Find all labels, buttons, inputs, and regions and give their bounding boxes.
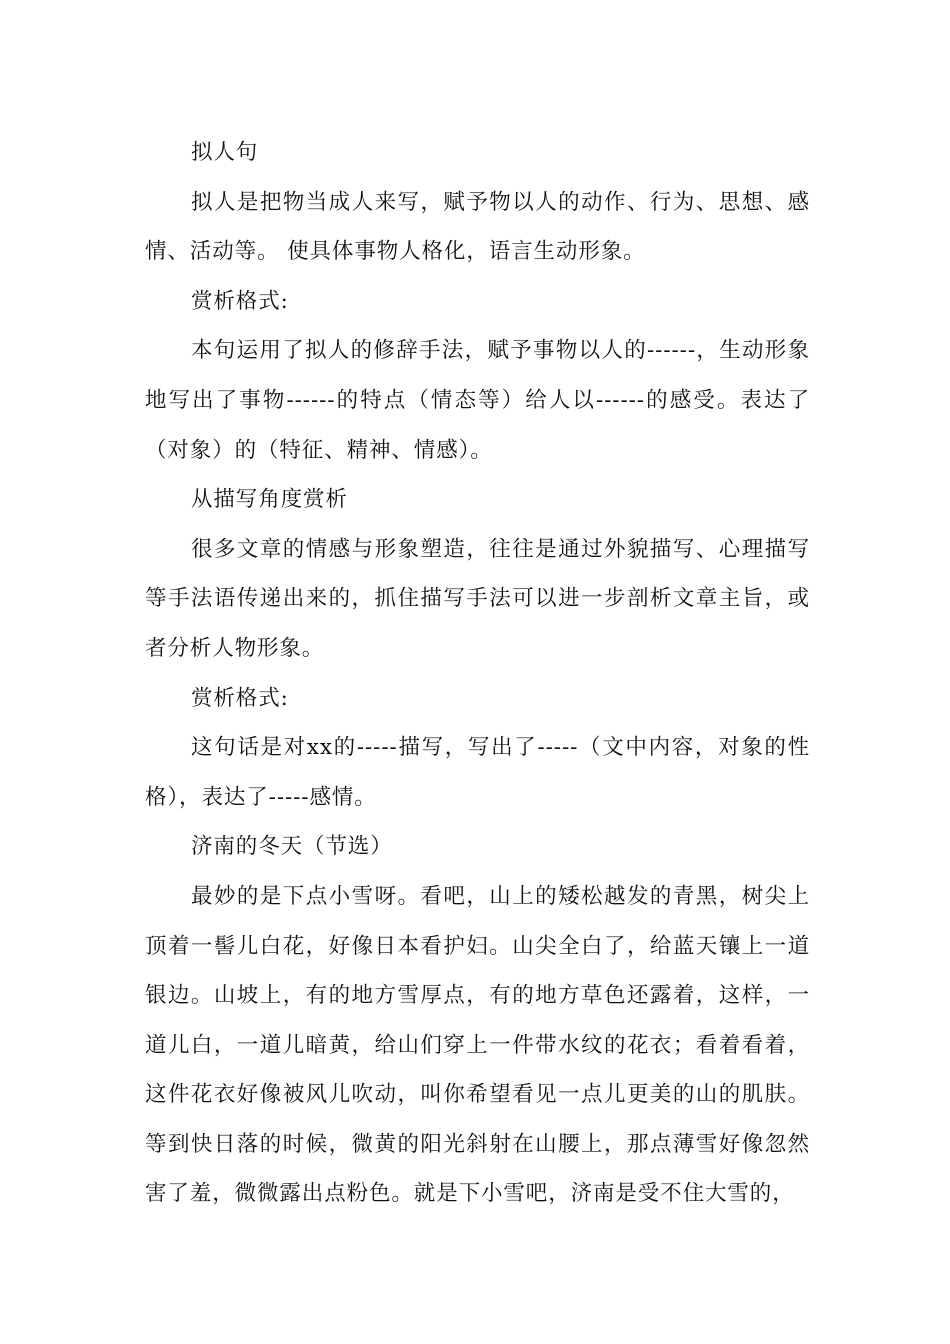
paragraph-description-template: 这句话是对xx的-----描写，写出了-----（文中内容，对象的性格），表达了-----感情。 (145, 735, 810, 810)
paragraph-personification-definition: 拟人是把物当成人来写，赋予物以人的动作、行为、思想、感情、活动等。 使具体事物人格化，语言生动形象。 (145, 189, 810, 265)
section-heading-analysis-format-2: 赏析格式: (191, 685, 289, 711)
paragraph-description-explanation: 很多文章的情感与形象塑造，往往是通过外貌描写、心理描写等手法语传递出来的，抓住描写手法可以进一步剖析文章主旨，或者分析人物形象。 (145, 536, 810, 661)
section-heading-personification: 拟人句 (191, 140, 259, 165)
section-heading-analysis-format: 赏析格式: (191, 288, 289, 314)
paragraph-personification-template: 本句运用了拟人的修辞手法，赋予事物以人的------，生动形象地写出了事物------的特点（情态等）给人以------的感受。表达了（对象）的（特征、精神、情感）。 (145, 338, 810, 463)
paragraph-jinan-winter-excerpt: 最妙的是下点小雪呀。看吧，山上的矮松越发的青黑，树尖上顶着一髻儿白花，好像日本看护妇。山尖全白了，给蓝天镶上一道银边。山坡上，有的地方雪厚点，有的地方草色还露着，这样，一道儿白，一道儿暗黄，给山们穿上一件带水纹的花衣；看着看着，这件花衣好像被风儿吹动，叫你希望看见一点儿更美的山的肌肤。等到快日落的时候，微黄的阳光斜射在山腰上，那点薄雪好像忽然害了羞，微微露出点粉色。就是下小雪吧，济南是受不住大雪的， (145, 883, 810, 1207)
section-heading-jinan-winter: 济南的冬天（节选） (191, 834, 393, 860)
section-heading-description-angle: 从描写角度赏析 (191, 487, 348, 513)
document-body (145, 128, 810, 1219)
